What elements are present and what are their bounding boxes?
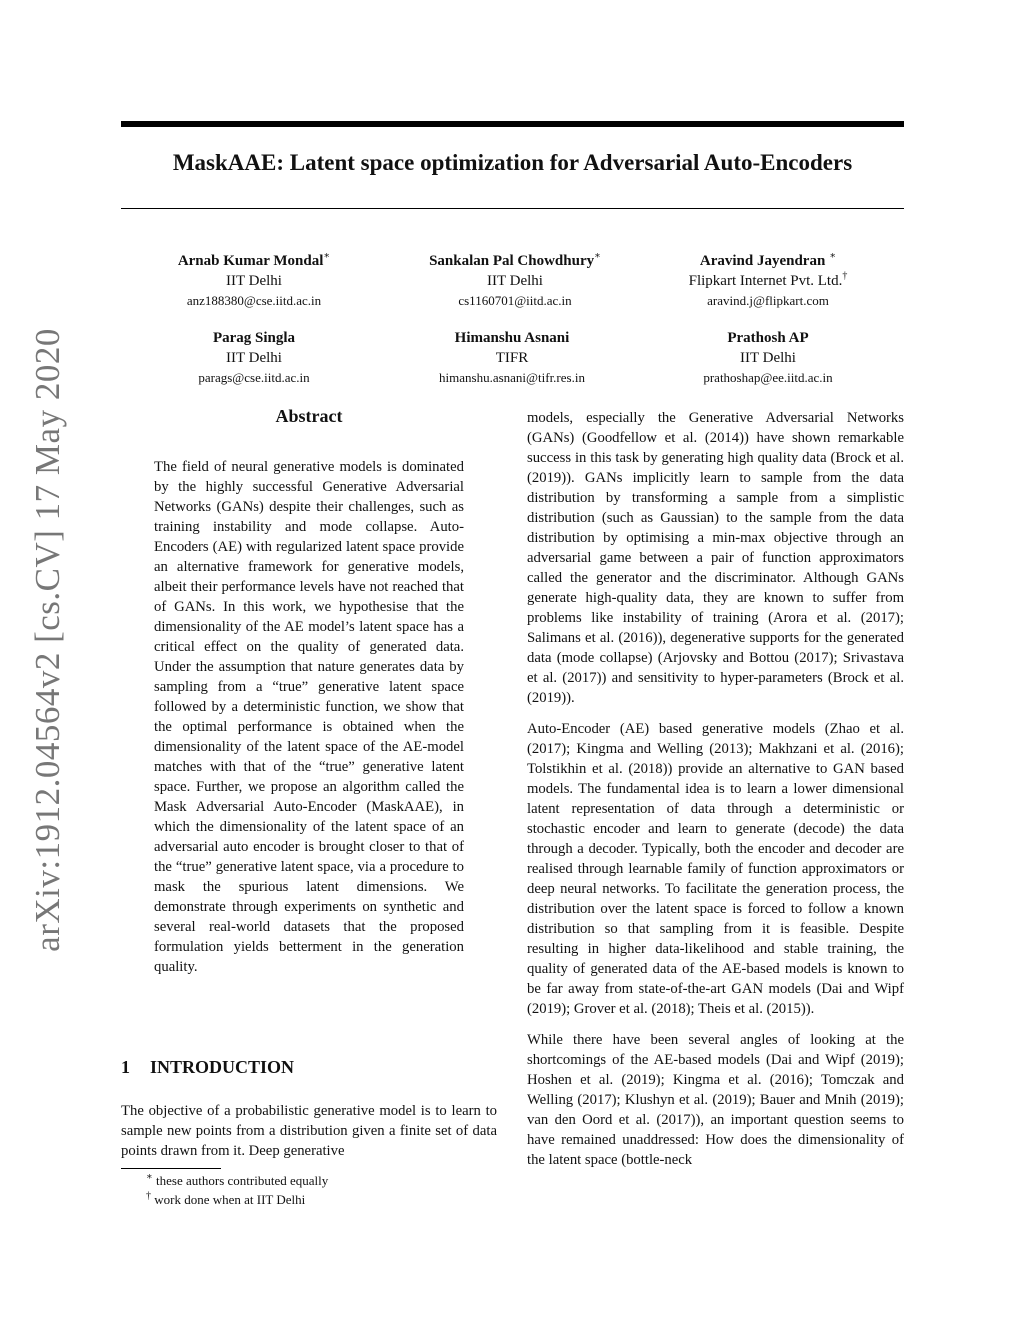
author-email: aravind.j@flipkart.com [707,293,829,308]
author-block [385,251,645,311]
abstract-heading: Abstract [275,406,343,426]
author-email: prathoshap@ee.iitd.ac.in [703,370,833,385]
title-rule-bottom [121,208,904,209]
author-affiliation: IIT Delhi [740,350,796,366]
author-affiliation: Flipkart Internet Pvt. Ltd. [688,273,843,289]
paragraph: Auto-Encoder (AE) based generative models (Zhao et al. (2017); Kingma and Welling (2013); Makhzani et al. (2016); Tolstikhin et al. (2018)) provide an alternative to GAN based models. The fundamental idea is to learn a lower dimensional latent representation of data through a deterministic or stochastic encoder and learn to generate (decode) the data through a decoder. Typically, both the encoder and decoder are realised through learnable family of function approximators or deep neural networks. To facilitate the generation process, the distribution over the latent space is forced to follow a known distribution so that sampling from it is feasible. Despite resulting in higher data-likelihood and stable training, the quality of generated data of the AE-based models is known to be far away from state-of-the-art GAN models (Dai and Wipf (2019); Grover et al. (2018); Theis et al. (2015)). [527,721,904,1017]
author-name: Sankalan Pal Chowdhury [429,253,595,269]
author-affiliation: IIT Delhi [226,273,282,289]
author-mark: ∗ [323,250,331,262]
paragraph: models, especially the Generative Adversarial Networks (GANs) (Goodfellow et al. (2014)) have shown remarkable success in this task by generating high quality data (Brock et al. (2019)). GANs implicitly learn to sample from the data distribution by transforming a sample from a simplistic distribution (such as Gaussian) to the sample from the data distribution by optimising a min-max objective through an adversarial game between a pair of function approximators called the generator and the discriminator. Although GANs generate high-quality data, they are known to suffer from problems like instability of training (Arora et al. (2017); Salimans et al. (2016)), degenerative supports for the generated data (mode collapse) (Arjovsky and Bottou (2017); Srivastava et al. (2017)) and sensitivity to hyper-parameters (Brock et al. (2019)). [527,410,904,706]
introduction-text: The objective of a probabilistic generative model is to learn to sample new points from a distribution given a finite set of data points drawn from it. Deep generative [121,1103,497,1159]
paragraph: While there have been several angles of looking at the shortcomings of the AE-based models (Dai and Wipf (2019); Hoshen et al. (2019); Kingma et al. (2016); Tomczak and Welling (2017); Klushyn et al. (2019); Bauer and Mnih (2019); van den Oord et al. (2017)), an important question seems to have remained unaddressed: How does the dimensionality of the latent space (bottle-neck [527,1032,904,1168]
author-block [382,328,642,388]
author-name: Himanshu Asnani [454,330,570,346]
footnote-mark: ∗ [146,1171,153,1183]
author-affiliation: TIFR [495,350,529,366]
author-name: Arnab Kumar Mondal [177,253,324,269]
section-title: INTRODUCTION [150,1057,295,1077]
arxiv-identifier: arXiv:1912.04564v2 [cs.CV] 17 May 2020 [28,328,67,952]
footnote-text: work done when at IIT Delhi [154,1192,306,1207]
right-column [527,408,904,1181]
author-name: Prathosh AP [727,330,809,346]
section-heading [121,1057,497,1078]
author-mark: ∗ [594,250,601,262]
author-mark: ∗ [829,250,837,262]
author-email: anz188380@cse.iitd.ac.in [186,293,322,308]
footnote-text: these authors contributed equally [156,1173,329,1188]
author-block [638,328,898,388]
author-name: Aravind Jayendran [699,253,826,269]
paper-title: MaskAAE: Latent space optimization for Adversarial Auto-Encoders [172,150,853,175]
author-email: himanshu.asnani@tifr.res.in [439,370,585,385]
footnote [146,1172,496,1190]
author-affiliation: IIT Delhi [487,273,543,289]
author-block [124,328,384,388]
footnote-mark: † [146,1190,151,1202]
author-block [638,251,898,311]
author-affiliation: IIT Delhi [226,350,282,366]
section-number: 1 [121,1057,130,1077]
footnote-rule [121,1168,221,1169]
footnote [146,1191,496,1209]
author-name: Parag Singla [212,330,296,346]
author-email: parags@cse.iitd.ac.in [198,370,310,385]
abstract-text: The field of neural generative models is dominated by the highly successful Generative Adversarial Networks (GANs) despite their challenges, such as training instability and mode collapse. Auto-Encoders (AE) with regularized latent space provide an alternative framework for generative models, albeit their performance levels have not reached that of GANs. In this work, we hypothesise that the dimensionality of the AE model’s latent space has a critical effect on the quality of generated data. Under the assumption that nature generates data by sampling from a “true” generative latent space followed by a deterministic function, we show that the optimal performance is obtained when the dimensionality of the latent space of the AE-model matches with that of the “true” generative latent space. Further, we propose an algorithm called the Mask Adversarial Auto-Encoder (MaskAAE), in which the dimensionality of the latent space of an adversarial auto encoder is brought closer to that of the “true” generative latent space, via a procedure to mask the spurious latent dimensions. We demonstrate through experiments on synthetic and several real-world datasets that the proposed formulation yields betterment in the generation quality. [154,459,464,975]
title-rule-top [121,121,904,127]
author-block [124,251,384,311]
affiliation-mark: † [842,270,848,282]
author-email: cs1160701@iitd.ac.in [458,293,572,308]
arxiv-sidebar [28,328,68,952]
